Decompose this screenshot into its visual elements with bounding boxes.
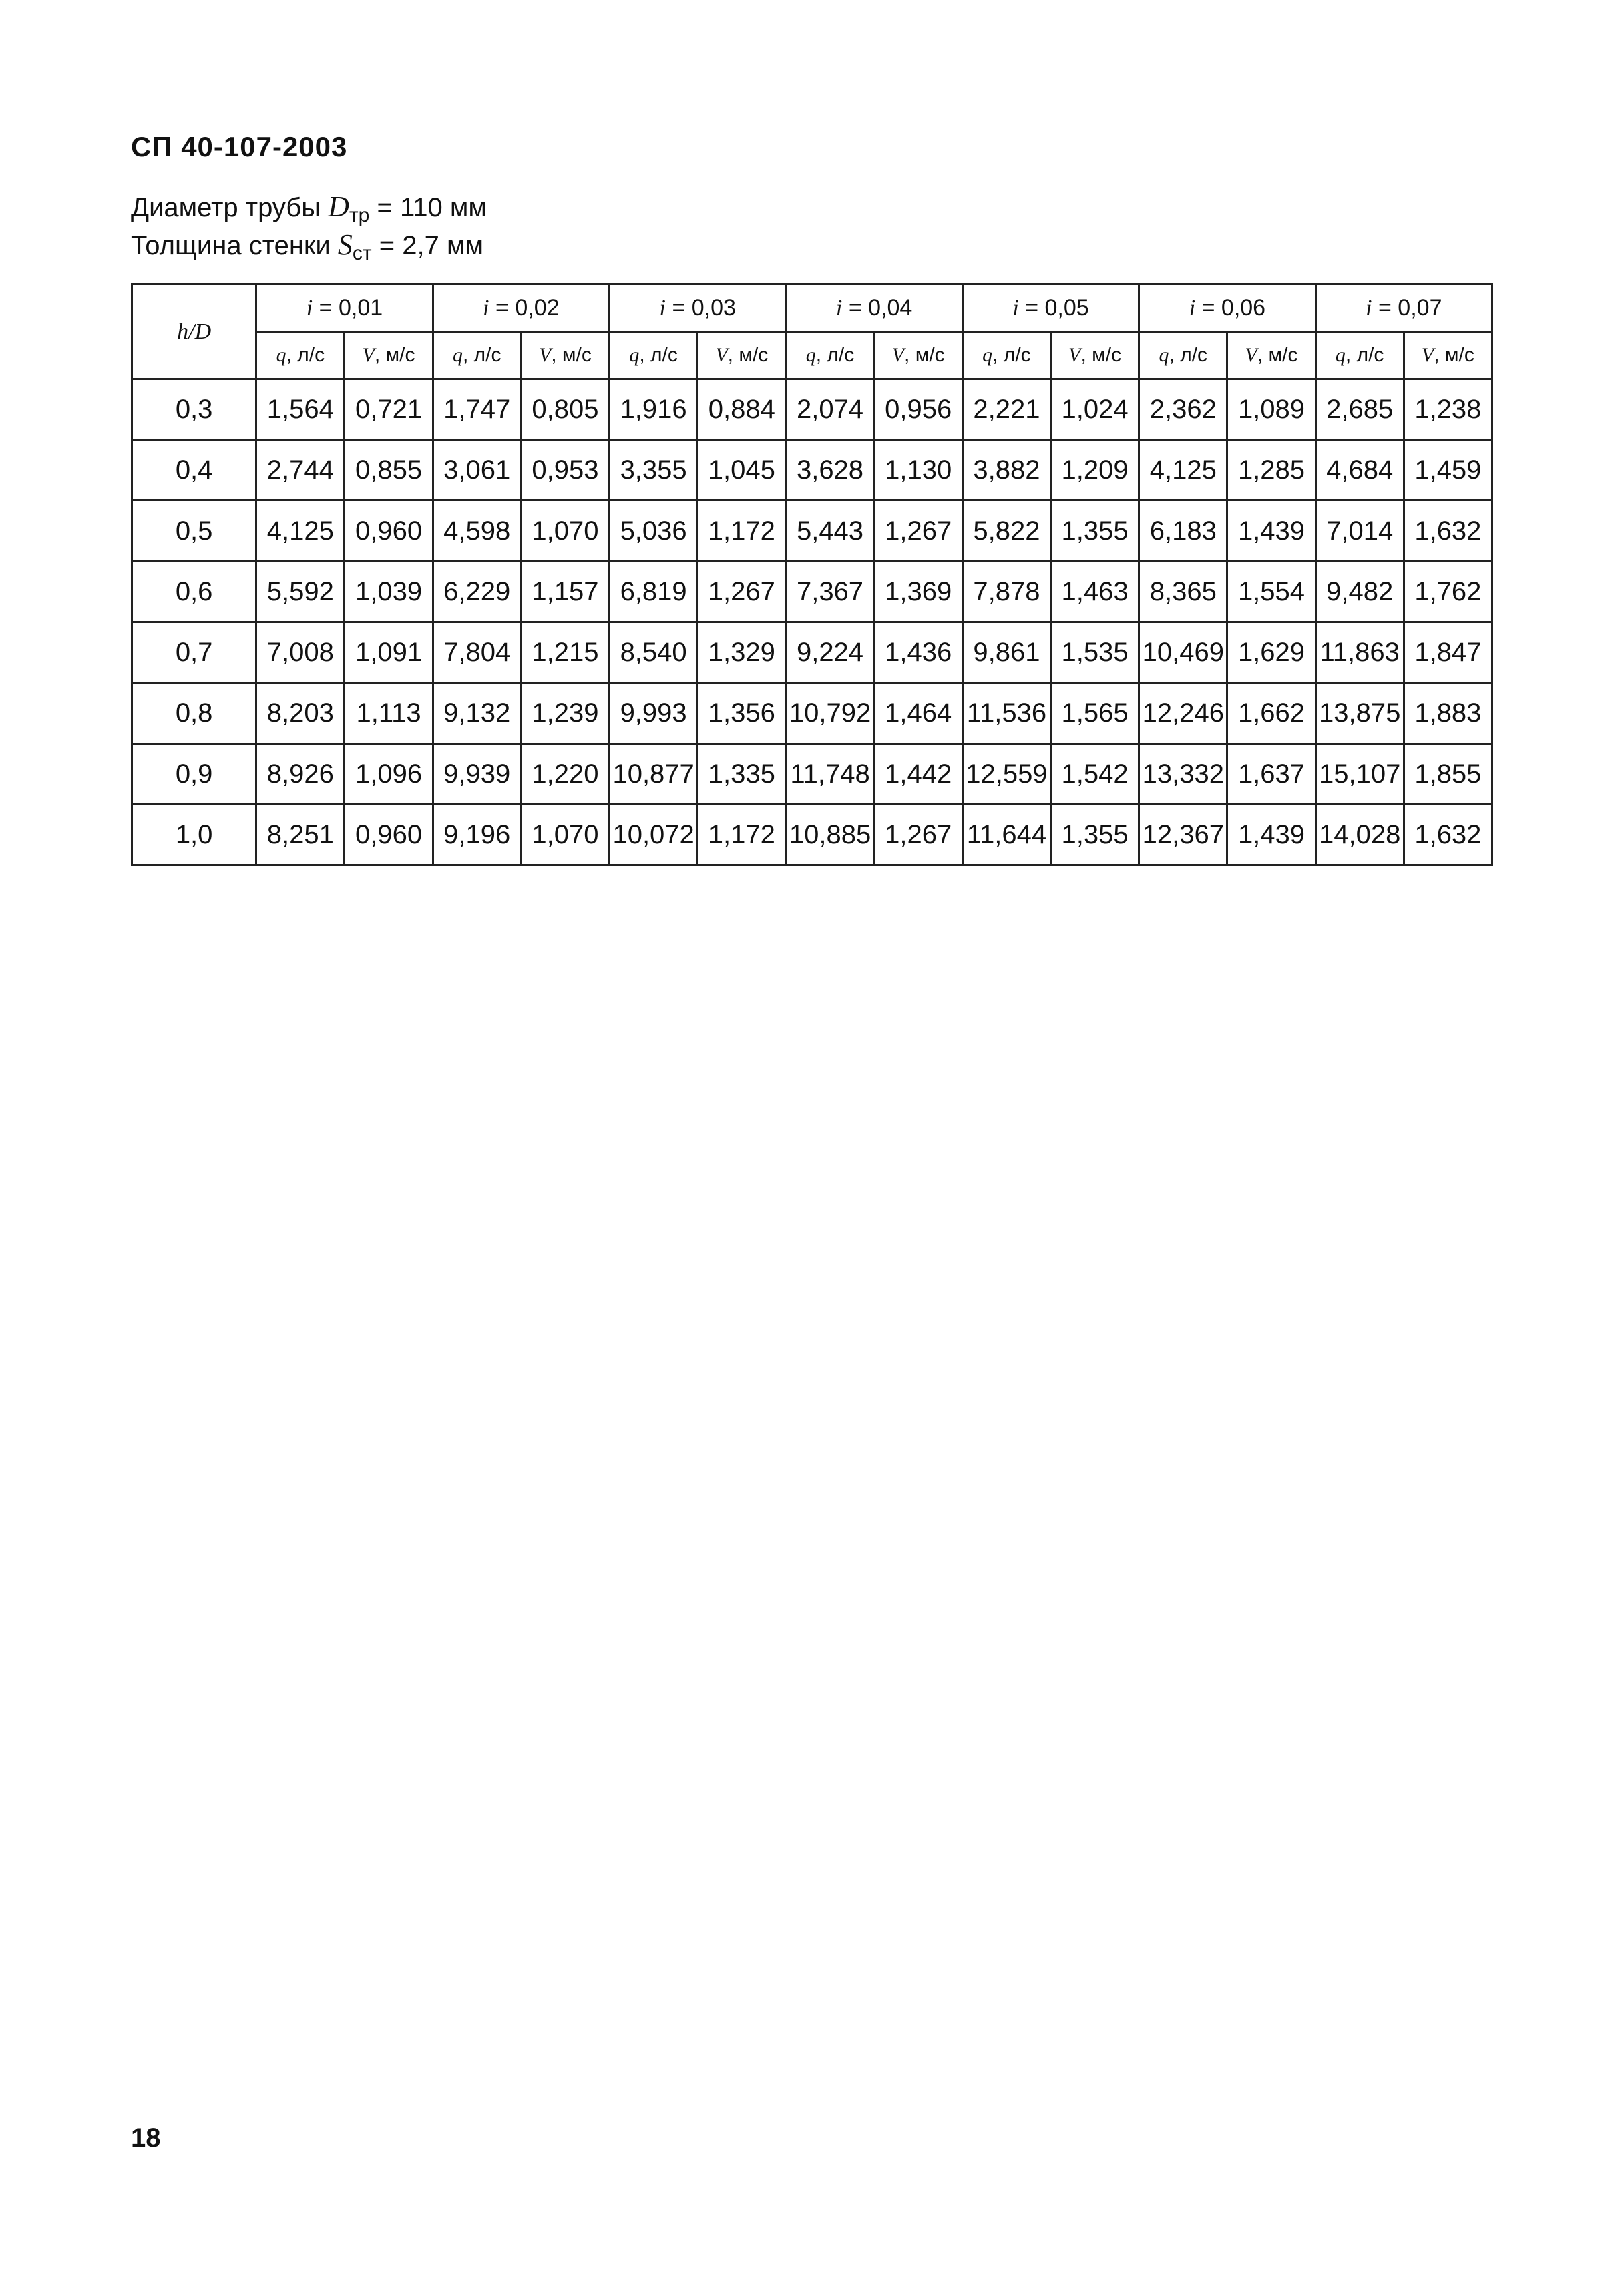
q-unit: , л/с: [462, 344, 501, 366]
v-value-cell: 1,459: [1404, 440, 1492, 501]
v-value-cell: 0,960: [345, 805, 433, 865]
v-value-cell: 1,238: [1404, 379, 1492, 440]
q-value-cell: 3,061: [433, 440, 521, 501]
slope-value: = 0,05: [1025, 294, 1089, 321]
q-symbol: q: [452, 344, 463, 366]
v-value-cell: 1,285: [1227, 440, 1315, 501]
v-value-cell: 0,855: [345, 440, 433, 501]
v-header: [345, 332, 433, 379]
v-value-cell: 1,096: [345, 744, 433, 805]
slope-symbol: i: [835, 295, 843, 321]
q-value-cell: 2,074: [786, 379, 874, 440]
q-value-cell: 11,536: [962, 683, 1050, 744]
v-value-cell: 1,267: [874, 501, 962, 562]
hd-value-cell: 0,3: [132, 379, 256, 440]
table-row: [132, 744, 1492, 805]
q-unit: , л/с: [1169, 344, 1208, 366]
table-row: [132, 379, 1492, 440]
q-value-cell: 7,804: [433, 622, 521, 683]
q-value-cell: 5,036: [610, 501, 698, 562]
v-value-cell: 0,884: [698, 379, 786, 440]
v-value-cell: 1,329: [698, 622, 786, 683]
v-value-cell: 1,535: [1051, 622, 1139, 683]
slope-header: [1315, 284, 1492, 332]
q-value-cell: 3,882: [962, 440, 1050, 501]
v-value-cell: 1,662: [1227, 683, 1315, 744]
hd-value-cell: 0,8: [132, 683, 256, 744]
q-value-cell: 8,540: [610, 622, 698, 683]
q-header: [786, 332, 874, 379]
diameter-value: = 110 мм: [377, 193, 487, 222]
v-symbol: V: [1421, 344, 1434, 366]
q-value-cell: 12,367: [1139, 805, 1227, 865]
q-value-cell: 5,592: [256, 562, 345, 622]
flow-table: [131, 283, 1493, 866]
v-value-cell: 1,215: [521, 622, 609, 683]
slope-value: = 0,06: [1201, 294, 1266, 321]
v-value-cell: 1,220: [521, 744, 609, 805]
v-value-cell: 1,637: [1227, 744, 1315, 805]
document-code: СП 40-107-2003: [131, 131, 348, 162]
q-value-cell: 6,819: [610, 562, 698, 622]
v-value-cell: 1,442: [874, 744, 962, 805]
diameter-label: Диаметр трубы: [131, 193, 321, 222]
q-value-cell: 2,362: [1139, 379, 1227, 440]
v-symbol: V: [891, 344, 905, 366]
q-value-cell: 8,365: [1139, 562, 1227, 622]
q-value-cell: 11,748: [786, 744, 874, 805]
v-value-cell: 1,542: [1051, 744, 1139, 805]
v-symbol: V: [538, 344, 552, 366]
diameter-subscript: тр: [349, 204, 370, 226]
v-value-cell: 1,267: [698, 562, 786, 622]
q-value-cell: 9,861: [962, 622, 1050, 683]
q-symbol: q: [276, 344, 286, 366]
v-value-cell: 1,356: [698, 683, 786, 744]
q-value-cell: 12,246: [1139, 683, 1227, 744]
slope-symbol: i: [1366, 295, 1372, 321]
slope-value: = 0,07: [1378, 294, 1442, 321]
v-value-cell: 1,157: [521, 562, 609, 622]
q-value-cell: 9,939: [433, 744, 521, 805]
v-value-cell: 1,436: [874, 622, 962, 683]
q-header: [1139, 332, 1227, 379]
q-value-cell: 3,628: [786, 440, 874, 501]
q-value-cell: 8,203: [256, 683, 345, 744]
v-value-cell: 1,089: [1227, 379, 1315, 440]
q-value-cell: 8,926: [256, 744, 345, 805]
q-header: [610, 332, 698, 379]
q-value-cell: 2,744: [256, 440, 345, 501]
q-value-cell: 4,684: [1315, 440, 1404, 501]
q-value-cell: 1,564: [256, 379, 345, 440]
v-value-cell: 1,883: [1404, 683, 1492, 744]
v-value-cell: 0,960: [345, 501, 433, 562]
v-header: [521, 332, 609, 379]
q-value-cell: 5,822: [962, 501, 1050, 562]
v-value-cell: 1,113: [345, 683, 433, 744]
q-value-cell: 10,072: [610, 805, 698, 865]
v-value-cell: 1,855: [1404, 744, 1492, 805]
q-value-cell: 11,863: [1315, 622, 1404, 683]
q-header: [256, 332, 345, 379]
q-value-cell: 1,916: [610, 379, 698, 440]
q-value-cell: 5,443: [786, 501, 874, 562]
v-value-cell: 1,463: [1051, 562, 1139, 622]
q-value-cell: 4,125: [256, 501, 345, 562]
hd-value-cell: 0,4: [132, 440, 256, 501]
diameter-symbol: D: [328, 190, 349, 223]
q-value-cell: 15,107: [1315, 744, 1404, 805]
v-value-cell: 1,091: [345, 622, 433, 683]
slope-symbol: i: [1189, 295, 1196, 321]
q-unit: , л/с: [286, 344, 325, 366]
v-value-cell: 1,355: [1051, 805, 1139, 865]
v-value-cell: 1,565: [1051, 683, 1139, 744]
v-value-cell: 1,209: [1051, 440, 1139, 501]
q-value-cell: 4,125: [1139, 440, 1227, 501]
v-header: [1404, 332, 1492, 379]
v-unit: , м/с: [1080, 344, 1122, 366]
wall-value: = 2,7 мм: [379, 231, 483, 260]
v-value-cell: 1,632: [1404, 501, 1492, 562]
v-symbol: V: [362, 344, 375, 366]
v-value-cell: 0,956: [874, 379, 962, 440]
q-value-cell: 7,878: [962, 562, 1050, 622]
q-header: [433, 332, 521, 379]
hd-value-cell: 0,7: [132, 622, 256, 683]
wall-symbol: S: [337, 228, 353, 261]
table-row: [132, 501, 1492, 562]
wall-label: Толщина стенки: [131, 231, 331, 260]
slope-symbol: i: [1012, 295, 1019, 321]
slope-value: = 0,03: [672, 294, 736, 321]
q-value-cell: 9,993: [610, 683, 698, 744]
wall-line: [131, 230, 487, 268]
q-value-cell: 2,685: [1315, 379, 1404, 440]
table-row: [132, 805, 1492, 865]
wall-subscript: ст: [352, 242, 372, 264]
unit-header-row: [132, 332, 1492, 379]
v-unit: , м/с: [374, 344, 415, 366]
v-value-cell: 1,439: [1227, 805, 1315, 865]
pipe-parameters: [131, 192, 487, 268]
q-value-cell: 6,229: [433, 562, 521, 622]
q-unit: , л/с: [992, 344, 1031, 366]
q-value-cell: 1,747: [433, 379, 521, 440]
v-unit: , м/с: [727, 344, 769, 366]
v-unit: , м/с: [1434, 344, 1474, 366]
v-symbol: V: [1068, 344, 1081, 366]
q-value-cell: 10,885: [786, 805, 874, 865]
v-value-cell: 1,070: [521, 805, 609, 865]
v-value-cell: 1,369: [874, 562, 962, 622]
v-value-cell: 1,045: [698, 440, 786, 501]
v-symbol: V: [715, 344, 728, 366]
q-value-cell: 3,355: [610, 440, 698, 501]
v-header: [1227, 332, 1315, 379]
v-header: [874, 332, 962, 379]
q-value-cell: 9,132: [433, 683, 521, 744]
v-unit: , м/с: [904, 344, 945, 366]
table-row: [132, 440, 1492, 501]
q-value-cell: 10,792: [786, 683, 874, 744]
v-value-cell: 1,439: [1227, 501, 1315, 562]
v-value-cell: 1,039: [345, 562, 433, 622]
table-body: [132, 379, 1492, 865]
v-unit: , м/с: [551, 344, 592, 366]
q-unit: , л/с: [639, 344, 678, 366]
v-value-cell: 0,721: [345, 379, 433, 440]
q-value-cell: 8,251: [256, 805, 345, 865]
q-value-cell: 12,559: [962, 744, 1050, 805]
v-value-cell: 1,464: [874, 683, 962, 744]
q-value-cell: 6,183: [1139, 501, 1227, 562]
v-value-cell: 1,629: [1227, 622, 1315, 683]
slope-symbol: i: [306, 295, 313, 321]
slope-symbol: i: [483, 295, 489, 321]
slope-header: [962, 284, 1139, 332]
q-value-cell: 11,644: [962, 805, 1050, 865]
v-value-cell: 1,847: [1404, 622, 1492, 683]
q-header: [962, 332, 1050, 379]
slope-value: = 0,04: [848, 294, 913, 321]
q-value-cell: 7,367: [786, 562, 874, 622]
slope-header: [1139, 284, 1315, 332]
q-unit: , л/с: [815, 344, 855, 366]
q-value-cell: 9,196: [433, 805, 521, 865]
q-symbol: q: [1159, 344, 1169, 366]
page-number: 18: [131, 2123, 161, 2153]
v-value-cell: 0,805: [521, 379, 609, 440]
table-row: [132, 562, 1492, 622]
v-value-cell: 1,070: [521, 501, 609, 562]
q-symbol: q: [1335, 344, 1346, 366]
q-value-cell: 14,028: [1315, 805, 1404, 865]
table-row: [132, 622, 1492, 683]
q-header: [1315, 332, 1404, 379]
q-value-cell: 2,221: [962, 379, 1050, 440]
slope-header: [256, 284, 433, 332]
v-value-cell: 1,024: [1051, 379, 1139, 440]
hd-value-cell: 0,5: [132, 501, 256, 562]
diameter-line: [131, 192, 487, 230]
v-value-cell: 1,335: [698, 744, 786, 805]
hd-value-cell: 0,6: [132, 562, 256, 622]
slope-header: [433, 284, 609, 332]
v-value-cell: 1,172: [698, 501, 786, 562]
slope-header: [610, 284, 786, 332]
q-value-cell: 9,482: [1315, 562, 1404, 622]
v-value-cell: 1,632: [1404, 805, 1492, 865]
v-value-cell: 0,953: [521, 440, 609, 501]
v-value-cell: 1,355: [1051, 501, 1139, 562]
hd-value-cell: 0,9: [132, 744, 256, 805]
q-value-cell: 4,598: [433, 501, 521, 562]
v-header: [1051, 332, 1139, 379]
q-value-cell: 9,224: [786, 622, 874, 683]
q-value-cell: 13,875: [1315, 683, 1404, 744]
q-symbol: q: [982, 344, 993, 366]
v-value-cell: 1,172: [698, 805, 786, 865]
q-symbol: q: [629, 344, 640, 366]
q-symbol: q: [805, 344, 816, 366]
q-value-cell: 13,332: [1139, 744, 1227, 805]
v-value-cell: 1,130: [874, 440, 962, 501]
v-value-cell: 1,554: [1227, 562, 1315, 622]
q-value-cell: 10,877: [610, 744, 698, 805]
v-symbol: V: [1245, 344, 1257, 366]
slope-header-row: [132, 284, 1492, 332]
hd-value-cell: 1,0: [132, 805, 256, 865]
v-value-cell: 1,239: [521, 683, 609, 744]
slope-value: = 0,01: [319, 294, 383, 321]
v-value-cell: 1,762: [1404, 562, 1492, 622]
v-header: [698, 332, 786, 379]
q-value-cell: 7,008: [256, 622, 345, 683]
v-value-cell: 1,267: [874, 805, 962, 865]
v-unit: , м/с: [1257, 344, 1298, 366]
table-row: [132, 683, 1492, 744]
q-value-cell: 10,469: [1139, 622, 1227, 683]
hd-header: h/D: [132, 284, 256, 379]
q-value-cell: 7,014: [1315, 501, 1404, 562]
slope-value: = 0,02: [495, 294, 560, 321]
q-unit: , л/с: [1345, 344, 1384, 366]
slope-symbol: i: [659, 295, 666, 321]
slope-header: [786, 284, 962, 332]
